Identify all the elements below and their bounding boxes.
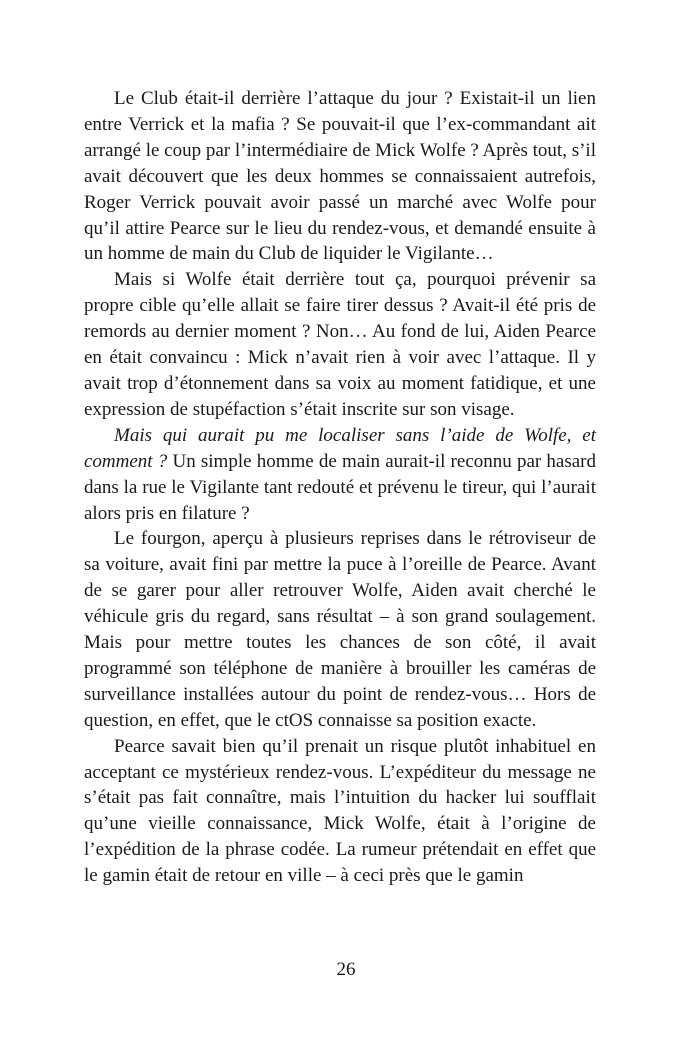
paragraph: Le fourgon, aperçu à plusieurs reprises dans le rétroviseur de sa voiture, avait fini par mettre la puce à l’oreille de Pearce. Avant de se garer pour aller retrouver Wolfe, Aiden avait cherché le véhicule gris du regard, sans résultat – à son grand soulagement. Mais pour mettre toutes les chances de son côté, il avait programmé son téléphone de manière à brouiller les caméras de surveillance installées autour du point de rendez-vous… Hors de question, en effet, que le ctOS connaisse sa position exacte. [84, 528, 596, 731]
paragraph: Mais si Wolfe était derrière tout ça, pourquoi prévenir sa propre cible qu’elle allait se faire tirer dessus ? Avait-il été pris de remords au dernier moment ? Non… Au fond de lui, Aiden Pearce en était convaincu : Mick n’avait rien à voir avec l’attaque. Il y avait trop d’étonnement dans sa voix au moment fatidique, et une expression de stupéfaction s’était inscrite sur son visage. [84, 269, 596, 420]
paragraph [84, 423, 596, 527]
page-number: 26 [336, 959, 356, 980]
paragraph-continuation: Un simple homme de main aurait-il reconnu par hasard dans la rue le Vigilante tant redouté et prévenu le tireur, qui l’aurait alors pris en filature ? [84, 450, 596, 524]
paragraph: Le Club était-il derrière l’attaque du jour ? Existait-il un lien entre Verrick et la mafia ? Se pouvait-il que l’ex-commandant ait arrangé le coup par l’intermédiaire de Mick Wolfe ? Après tout, s’il avait découvert que les deux hommes se connaissaient autrefois, Roger Verrick pouvait avoir passé un marché avec Wolfe pour qu’il attire Pearce sur le lieu du rendez-vous, et demandé ensuite à un homme de main du Club de liquider le Vigilante… [84, 88, 596, 265]
paragraph: Pearce savait bien qu’il prenait un risque plutôt inhabituel en acceptant ce mystérieux rendez-vous. L’expéditeur du message ne s’était pas fait connaître, mais l’intuition du hacker lui soufflait qu’une vieille connaissance, Mick Wolfe, était à l’origine de l’expédition de la phrase codée. La rumeur prétendait en effet que le gamin était de retour en ville – à ceci près que le gamin [84, 735, 596, 887]
italic-thought: Mais qui aurait pu me localiser sans l’aide de Wolfe, et comment ? [84, 424, 596, 472]
body-text [84, 86, 596, 889]
